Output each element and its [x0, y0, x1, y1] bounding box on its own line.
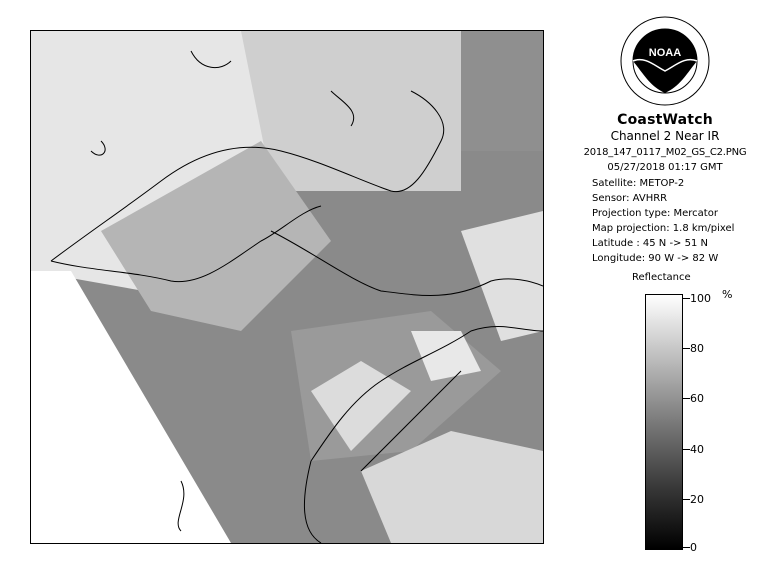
image-metadata — [592, 176, 770, 266]
scale-title: Reflectance — [632, 272, 691, 283]
info-panel — [560, 112, 770, 266]
reflectance-map — [31, 31, 543, 543]
scale-tick-100 — [682, 298, 690, 299]
brand-title: CoastWatch — [617, 112, 713, 128]
meta-sensor: Sensor: AVHRR — [592, 193, 668, 204]
noaa-logo — [620, 16, 710, 106]
channel-label: Channel 2 Near IR — [610, 129, 720, 143]
dark-region-ne — [461, 31, 543, 151]
meta-map-projection: Map projection: 1.8 km/pixel — [592, 223, 735, 234]
scale-tick-80 — [682, 348, 690, 349]
scale-tick-40 — [682, 449, 690, 450]
scale-label-80: 80 — [690, 342, 704, 355]
scale-label-0: 0 — [690, 541, 697, 554]
meta-projection-type: Projection type: Mercator — [592, 208, 718, 219]
scale-unit: % — [722, 288, 733, 301]
scale-tick-60 — [682, 398, 690, 399]
scale-tick-0 — [682, 547, 690, 548]
image-filename: 2018_147_0117_M02_GS_C2.PNG — [583, 147, 747, 158]
meta-latitude: Latitude : 45 N -> 51 N — [592, 238, 708, 249]
meta-longitude: Longitude: 90 W -> 82 W — [592, 253, 719, 264]
scale-label-100: 100 — [690, 292, 711, 305]
scale-label-60: 60 — [690, 392, 704, 405]
reflectance-scale-bar — [645, 294, 683, 550]
scale-label-20: 20 — [690, 493, 704, 506]
image-datetime: 05/27/2018 01:17 GMT — [607, 162, 723, 173]
satellite-image — [30, 30, 544, 544]
scale-label-40: 40 — [690, 443, 704, 456]
logo-text: NOAA — [648, 47, 682, 59]
meta-satellite: Satellite: METOP-2 — [592, 178, 685, 189]
scale-tick-20 — [682, 499, 690, 500]
